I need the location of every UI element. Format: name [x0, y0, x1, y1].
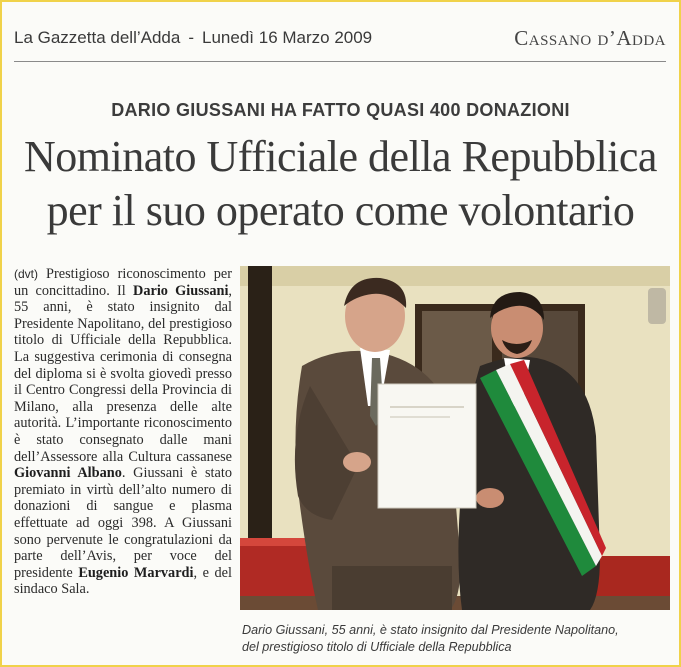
person-name-giussani: Dario Giussani: [133, 282, 229, 299]
caption-line-2: del prestigioso titolo di Ufficiale della Repubblica: [242, 639, 512, 654]
article-title: [0, 130, 681, 238]
issue-date: Lunedì 16 Marzo 2009: [202, 28, 373, 47]
header-left: [14, 28, 372, 48]
newspaper-name: La Gazzetta dell’Adda: [14, 28, 181, 47]
article-body: [14, 266, 232, 598]
caption-line-1: Dario Giussani, 55 anni, è stato insignito dal Presidente Napolitano,: [242, 623, 619, 637]
byline: (dvt): [14, 267, 38, 281]
title-line-1: Nominato Ufficiale della Repubblica: [24, 132, 657, 181]
body-text-2: , 55 anni, è stato insignito dal Presidente Napolitano, del prestigioso titolo di Ufficiale della Repubblica. La suggestiva cerimonia di consegna del diploma si è svolta giovedì presso il Centro Congressi della Provincia di Milano, alla presenza delle alte autorità. L’importante riconoscimento è stato consegnato dalle mani dell’Assessore alla Cultura cassanese: [14, 282, 232, 465]
person-name-albano: Giovanni Albano: [14, 465, 122, 482]
body-text-1: Prestigioso riconoscimento per un concittadino. Il: [14, 266, 232, 299]
person-name-marvardi: Eugenio Marvardi: [78, 564, 194, 581]
page-header: [14, 26, 666, 56]
article-photo: [240, 266, 670, 610]
photo-illustration: [240, 266, 670, 610]
header-rule: [14, 61, 666, 62]
body-text-4: , e del sindaco Sala.: [14, 564, 232, 598]
section-town: Cassano d’Adda: [514, 26, 666, 50]
header-separator: -: [188, 28, 195, 47]
article-kicker: DARIO GIUSSANI HA FATTO QUASI 400 DONAZIONI: [111, 100, 570, 120]
title-line-2: per il suo operato come volontario: [46, 186, 635, 235]
diploma: [378, 384, 476, 508]
photo-caption: [242, 622, 672, 655]
body-text-3: . Giussani è stato premiato in virtù dell’alto numero di donazioni di sangue e plasma effettuate ad oggi 398. A Giussani sono pervenute le congratulazioni da parte dell’Avis, per voce del presidente: [14, 465, 233, 581]
